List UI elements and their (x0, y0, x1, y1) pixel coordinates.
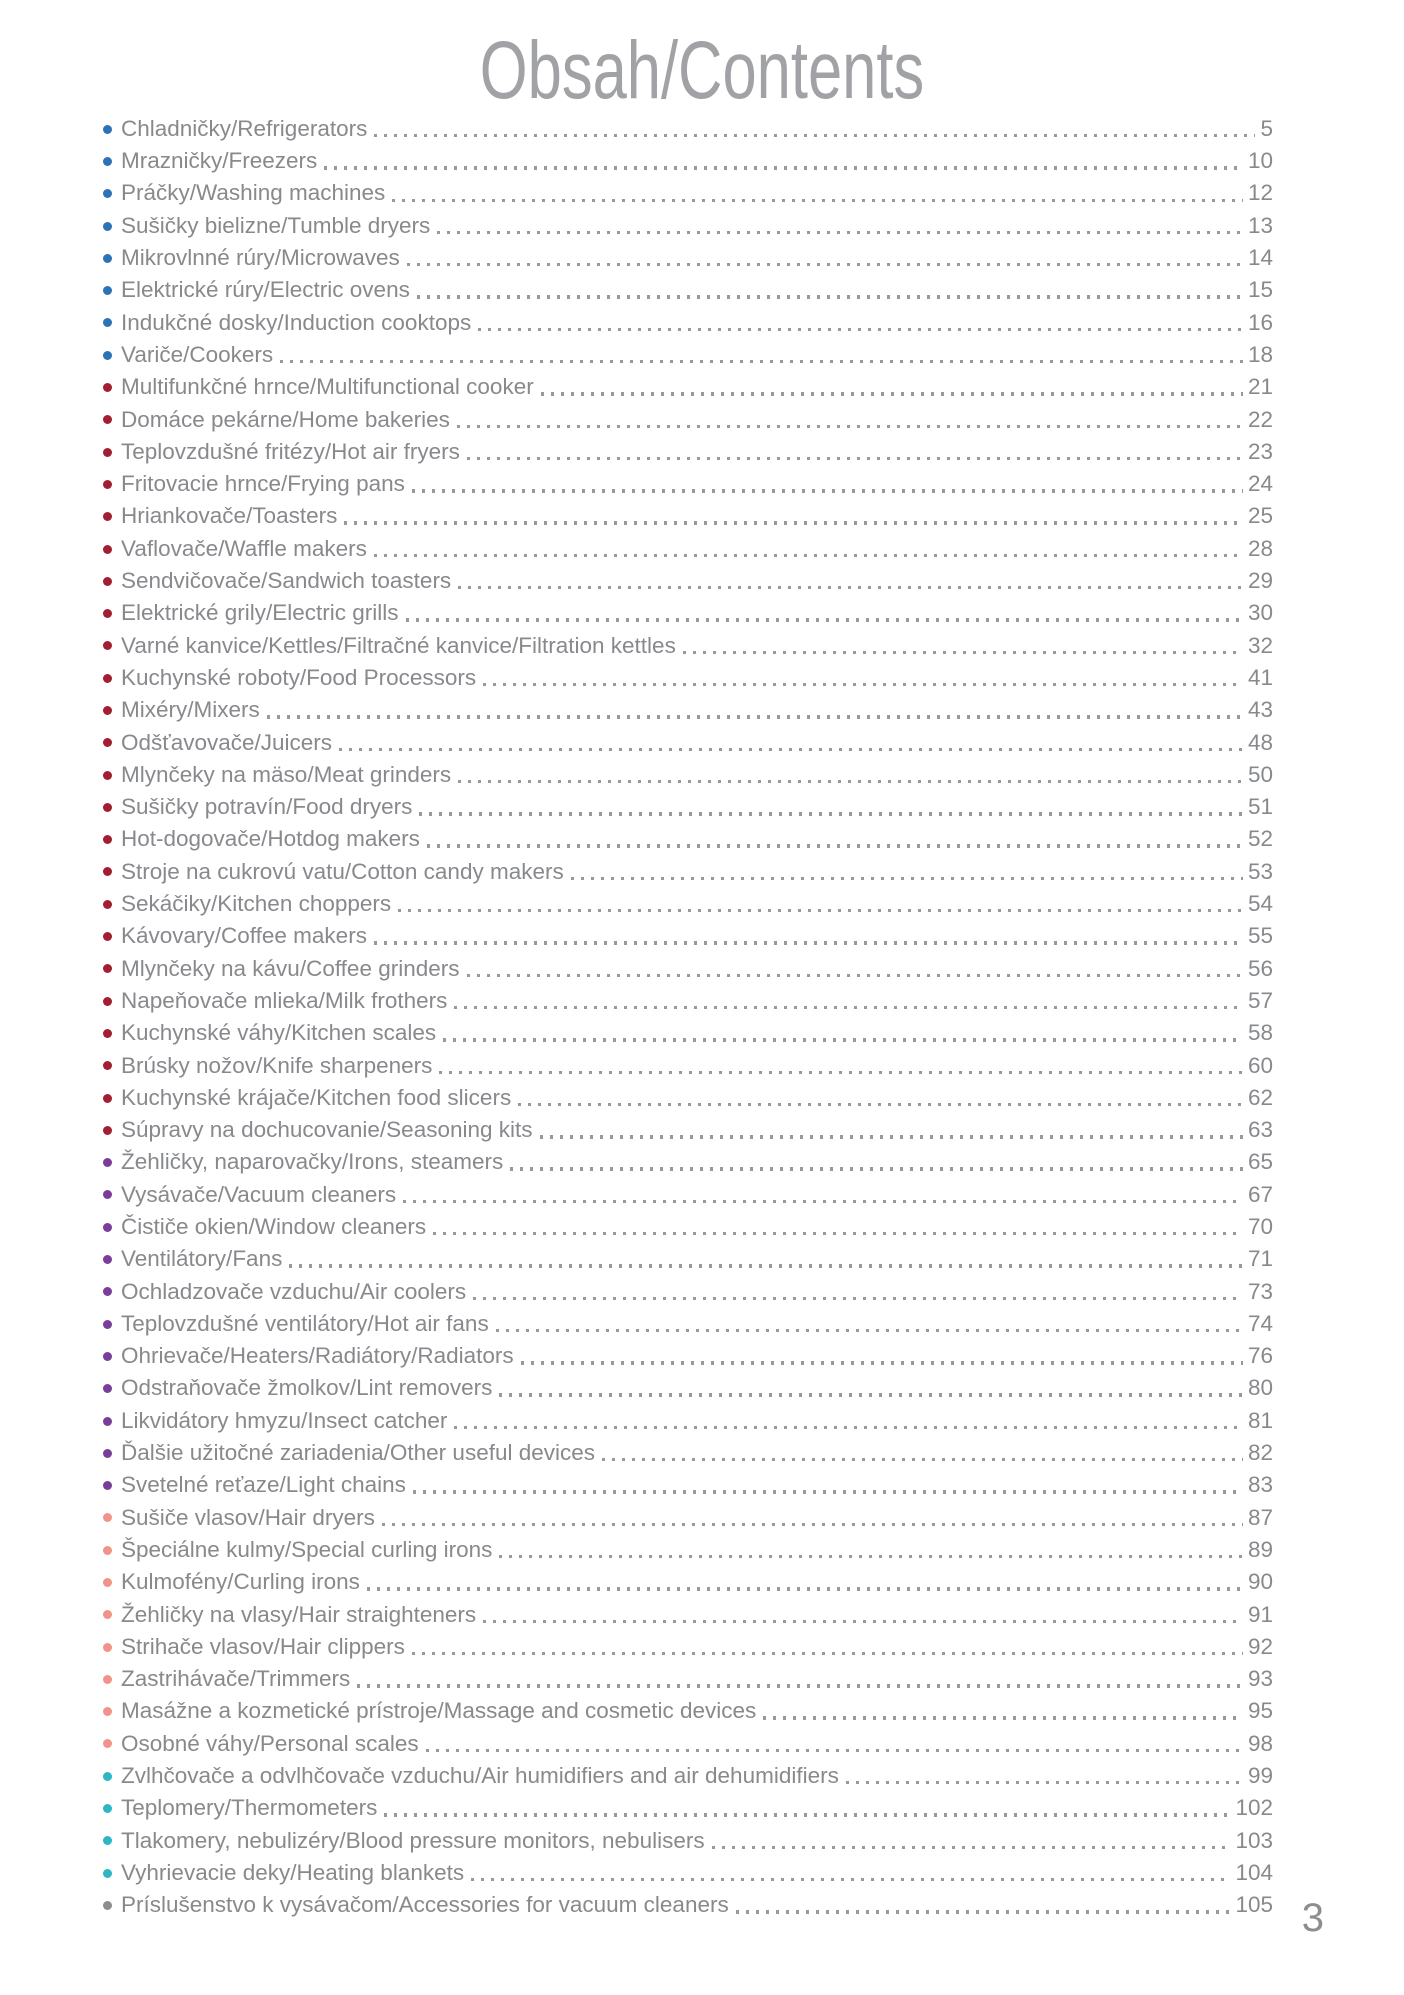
toc-entry-label: Sendvičovače/Sandwich toasters (121, 568, 452, 594)
bullet-icon (103, 1610, 112, 1619)
toc-entry[interactable] (103, 1631, 1273, 1663)
bullet-icon (103, 932, 112, 941)
toc-entry-label: Chladničky/Refrigerators (121, 115, 368, 141)
toc-entry[interactable] (103, 1082, 1273, 1114)
dotted-leader (499, 1393, 1243, 1396)
toc-entry-page: 70 (1247, 1213, 1273, 1239)
bullet-icon (103, 1255, 112, 1264)
toc-entry[interactable] (103, 597, 1273, 629)
toc-entry-label: Žehličky na vlasy/Hair straighteners (121, 1601, 477, 1627)
toc-entry-label: Domáce pekárne/Home bakeries (121, 406, 450, 432)
toc-entry-page: 62 (1247, 1084, 1273, 1110)
toc-entry[interactable] (103, 1308, 1273, 1340)
toc-entry[interactable] (103, 1405, 1273, 1437)
toc-entry-page: 29 (1247, 568, 1273, 594)
bullet-icon (103, 1061, 112, 1070)
toc-entry-label: Práčky/Washing machines (121, 180, 386, 206)
toc-entry-page: 81 (1247, 1407, 1273, 1433)
bullet-icon (103, 545, 112, 554)
dotted-leader (427, 844, 1243, 847)
toc-entry-label: Elektrické rúry/Electric ovens (121, 277, 410, 303)
toc-entry-label: Hot-dogovače/Hotdog makers (121, 826, 420, 852)
toc-entry[interactable] (103, 630, 1273, 662)
toc-entry-page: 23 (1247, 438, 1273, 464)
toc-entry-page: 95 (1247, 1698, 1273, 1724)
toc-entry-page: 83 (1247, 1472, 1273, 1498)
toc-entry-label: Multifunkčné hrnce/Multifunctional cooker (121, 374, 534, 400)
dotted-leader (571, 877, 1243, 880)
toc-entry-page: 32 (1247, 632, 1273, 658)
dotted-leader (467, 974, 1243, 977)
toc-entry[interactable] (103, 1147, 1273, 1179)
dotted-leader (458, 586, 1243, 589)
bullet-icon (103, 415, 112, 424)
toc-entry[interactable] (103, 501, 1273, 533)
toc-entry[interactable] (103, 824, 1273, 856)
bullet-icon (103, 577, 112, 586)
dotted-leader (540, 1135, 1243, 1138)
dotted-leader (280, 360, 1243, 363)
toc-entry-label: Ochladzovače vzduchu/Air coolers (121, 1278, 467, 1304)
bullet-icon (103, 803, 112, 812)
toc-entry[interactable] (103, 1050, 1273, 1082)
toc-entry[interactable] (103, 1437, 1273, 1469)
toc-entry-label: Varné kanvice/Kettles/Filtračné kanvice/Filtration kettles (121, 632, 676, 658)
dotted-leader (763, 1716, 1243, 1719)
toc-entry-label: Ďalšie užitočné zariadenia/Other useful devices (121, 1440, 596, 1466)
dotted-leader (419, 812, 1243, 815)
bullet-icon (103, 997, 112, 1006)
bullet-icon (103, 1449, 112, 1458)
dotted-leader (736, 1910, 1231, 1913)
toc-entry[interactable] (103, 1243, 1273, 1275)
toc-entry-label: Odšťavovače/Juicers (121, 729, 333, 755)
dotted-leader (344, 521, 1243, 524)
toc-entry-page: 92 (1247, 1633, 1273, 1659)
toc-entry-label: Odstraňovače žmolkov/Lint removers (121, 1375, 493, 1401)
toc-entry-page: 65 (1247, 1149, 1273, 1175)
toc-entry-page: 98 (1247, 1730, 1273, 1756)
toc-entry[interactable] (103, 920, 1273, 952)
toc-entry-page: 63 (1247, 1117, 1273, 1143)
toc-entry-label: Mrazničky/Freezers (121, 148, 318, 174)
toc-entry-page: 76 (1247, 1343, 1273, 1369)
bullet-icon (103, 448, 112, 457)
dotted-leader (457, 425, 1243, 428)
toc-entry-page: 24 (1247, 471, 1273, 497)
dotted-leader (521, 1361, 1243, 1364)
toc-entry[interactable] (103, 1857, 1273, 1889)
toc-entry-label: Teplomery/Thermometers (121, 1795, 378, 1821)
bullet-icon (103, 1384, 112, 1393)
toc-entry-page: 10 (1247, 148, 1273, 174)
dotted-leader (392, 199, 1243, 202)
toc-entry[interactable] (103, 1534, 1273, 1566)
toc-entry-label: Ohrievače/Heaters/Radiátory/Radiators (121, 1343, 514, 1369)
toc-entry-page: 21 (1247, 374, 1273, 400)
dotted-leader (473, 1297, 1243, 1300)
dotted-leader (437, 231, 1243, 234)
toc-entry-page: 102 (1235, 1795, 1273, 1821)
bullet-icon (103, 609, 112, 618)
dotted-leader (374, 134, 1255, 137)
bullet-icon (103, 1546, 112, 1555)
bullet-icon (103, 1352, 112, 1361)
toc-entry-label: Zvlhčovače a odvlhčovače vzduchu/Air humidifiers and air dehumidifiers (121, 1763, 839, 1789)
dotted-leader (439, 1071, 1243, 1074)
toc-entry[interactable] (103, 759, 1273, 791)
dotted-leader (374, 941, 1243, 944)
toc-entry-label: Sušiče vlasov/Hair dryers (121, 1504, 375, 1530)
toc-entry[interactable] (103, 953, 1273, 985)
toc-entry[interactable] (103, 210, 1273, 242)
bullet-icon (103, 222, 112, 231)
toc-entry[interactable] (103, 856, 1273, 888)
toc-entry-label: Strihače vlasov/Hair clippers (121, 1633, 405, 1659)
bullet-icon (103, 1481, 112, 1490)
toc-list (103, 113, 1273, 1922)
toc-entry-label: Vyhrievacie deky/Heating blankets (121, 1859, 465, 1885)
toc-entry-label: Špeciálne kulmy/Special curling irons (121, 1536, 493, 1562)
bullet-icon (103, 254, 112, 263)
toc-entry-page: 82 (1247, 1440, 1273, 1466)
toc-entry[interactable] (103, 404, 1273, 436)
toc-entry-label: Elektrické grily/Electric grills (121, 600, 399, 626)
toc-entry-page: 15 (1247, 277, 1273, 303)
toc-entry[interactable] (103, 113, 1273, 145)
dotted-leader (398, 909, 1243, 912)
dotted-leader (413, 1490, 1243, 1493)
bullet-icon (103, 964, 112, 973)
toc-entry-page: 73 (1247, 1278, 1273, 1304)
bullet-icon (103, 1869, 112, 1878)
bullet-icon (103, 1836, 112, 1845)
toc-entry-label: Teplovzdušné ventilátory/Hot air fans (121, 1310, 489, 1336)
bullet-icon (103, 480, 112, 489)
toc-entry[interactable] (103, 662, 1273, 694)
bullet-icon (103, 706, 112, 715)
bullet-icon (103, 1287, 112, 1296)
toc-entry-page: 90 (1247, 1569, 1273, 1595)
toc-entry-label: Súpravy na dochucovanie/Seasoning kits (121, 1117, 533, 1143)
dotted-leader (433, 1232, 1243, 1235)
toc-entry-label: Teplovzdušné fritézy/Hot air fryers (121, 438, 460, 464)
dotted-leader (483, 683, 1243, 686)
toc-entry[interactable] (103, 242, 1273, 274)
dotted-leader (510, 1167, 1243, 1170)
bullet-icon (103, 351, 112, 360)
toc-entry-label: Ventilátory/Fans (121, 1246, 283, 1272)
bullet-icon (103, 125, 112, 134)
toc-entry[interactable] (103, 468, 1273, 500)
dotted-leader (407, 263, 1243, 266)
toc-entry-page: 91 (1247, 1601, 1273, 1627)
toc-entry[interactable] (103, 1340, 1273, 1372)
toc-entry-label: Masážne a kozmetické prístroje/Massage and cosmetic devices (121, 1698, 757, 1724)
toc-entry-page: 18 (1247, 341, 1273, 367)
toc-entry-page: 57 (1247, 987, 1273, 1013)
toc-entry-page: 67 (1247, 1181, 1273, 1207)
bullet-icon (103, 867, 112, 876)
toc-entry[interactable] (103, 1889, 1273, 1921)
toc-entry-page: 25 (1247, 503, 1273, 529)
bullet-icon (103, 1901, 112, 1910)
dotted-leader (357, 1684, 1243, 1687)
toc-entry[interactable] (103, 1792, 1273, 1824)
bullet-icon (103, 674, 112, 683)
toc-entry-label: Sušičky potravín/Food dryers (121, 794, 413, 820)
toc-entry-label: Stroje na cukrovú vatu/Cotton candy makers (121, 858, 564, 884)
bullet-icon (103, 1772, 112, 1781)
dotted-leader (496, 1329, 1243, 1332)
toc-entry-page: 99 (1247, 1763, 1273, 1789)
toc-entry-label: Kuchynské váhy/Kitchen scales (121, 1020, 437, 1046)
toc-entry-label: Mlynčeky na kávu/Coffee grinders (121, 955, 460, 981)
toc-entry[interactable] (103, 178, 1273, 210)
toc-entry[interactable] (103, 1373, 1273, 1405)
toc-entry-label: Variče/Cookers (121, 341, 274, 367)
toc-entry-page: 54 (1247, 891, 1273, 917)
toc-entry[interactable] (103, 694, 1273, 726)
toc-entry[interactable] (103, 436, 1273, 468)
toc-entry[interactable] (103, 1276, 1273, 1308)
bullet-icon (103, 1320, 112, 1329)
toc-entry-label: Osobné váhy/Personal scales (121, 1730, 419, 1756)
dotted-leader (467, 457, 1243, 460)
toc-entry-label: Príslušenstvo k vysávačom/Accessories for vacuum cleaners (121, 1892, 729, 1918)
toc-entry-page: 50 (1247, 761, 1273, 787)
dotted-leader (382, 1523, 1243, 1526)
toc-entry[interactable] (103, 985, 1273, 1017)
toc-entry[interactable] (103, 791, 1273, 823)
toc-entry-page: 103 (1235, 1827, 1273, 1853)
toc-entry-label: Vaflovače/Waffle makers (121, 535, 367, 561)
toc-entry[interactable] (103, 1469, 1273, 1501)
bullet-icon (103, 1190, 112, 1199)
bullet-icon (103, 738, 112, 747)
toc-entry-page: 104 (1235, 1859, 1273, 1885)
toc-entry[interactable] (103, 339, 1273, 371)
toc-entry-label: Sušičky bielizne/Tumble dryers (121, 212, 431, 238)
bullet-icon (103, 835, 112, 844)
toc-entry-page: 43 (1247, 697, 1273, 723)
bullet-icon (103, 1707, 112, 1716)
toc-entry-label: Brúsky nožov/Knife sharpeners (121, 1052, 433, 1078)
dotted-leader (458, 780, 1243, 783)
dotted-leader (602, 1458, 1243, 1461)
dotted-leader (324, 166, 1243, 169)
dotted-leader (683, 651, 1243, 654)
bullet-icon (103, 1417, 112, 1426)
dotted-leader (289, 1264, 1243, 1267)
toc-entry[interactable] (103, 1502, 1273, 1534)
toc-entry[interactable] (103, 1114, 1273, 1146)
toc-entry-label: Zastrihávače/Trimmers (121, 1666, 351, 1692)
dotted-leader (267, 715, 1243, 718)
toc-entry-page: 12 (1247, 180, 1273, 206)
toc-entry[interactable] (103, 274, 1273, 306)
toc-entry-label: Čističe okien/Window cleaners (121, 1213, 427, 1239)
dotted-leader (367, 1587, 1243, 1590)
toc-entry[interactable] (103, 307, 1273, 339)
bullet-icon (103, 318, 112, 327)
toc-entry[interactable] (103, 1179, 1273, 1211)
bullet-icon (103, 900, 112, 909)
toc-entry-page: 53 (1247, 858, 1273, 884)
toc-entry[interactable] (103, 1663, 1273, 1695)
toc-entry-page: 74 (1247, 1310, 1273, 1336)
dotted-leader (426, 1749, 1243, 1752)
bullet-icon (103, 383, 112, 392)
toc-entry-page: 105 (1235, 1892, 1273, 1918)
toc-entry-page: 5 (1260, 115, 1273, 141)
toc-entry-page: 80 (1247, 1375, 1273, 1401)
bullet-icon (103, 1513, 112, 1522)
toc-entry-page: 58 (1247, 1020, 1273, 1046)
bullet-icon (103, 286, 112, 295)
toc-entry-label: Kávovary/Coffee makers (121, 923, 367, 949)
toc-entry-page: 30 (1247, 600, 1273, 626)
toc-entry-label: Napeňovače mlieka/Milk frothers (121, 987, 448, 1013)
toc-entry-label: Mikrovlnné rúry/Microwaves (121, 245, 400, 271)
toc-entry-label: Mlynčeky na mäso/Meat grinders (121, 761, 452, 787)
dotted-leader (518, 1103, 1243, 1106)
toc-entry-page: 13 (1247, 212, 1273, 238)
toc-entry-page: 71 (1247, 1246, 1273, 1272)
dotted-leader (471, 1878, 1230, 1881)
toc-entry-label: Svetelné reťaze/Light chains (121, 1472, 406, 1498)
dotted-leader (412, 1652, 1243, 1655)
toc-entry-label: Kulmofény/Curling irons (121, 1569, 360, 1595)
toc-entry-page: 89 (1247, 1536, 1273, 1562)
toc-entry[interactable] (103, 888, 1273, 920)
dotted-leader (339, 748, 1243, 751)
toc-entry-label: Indukčné dosky/Induction cooktops (121, 309, 472, 335)
toc-entry-label: Fritovacie hrnce/Frying pans (121, 471, 405, 497)
page-number: 3 (1301, 1896, 1324, 1940)
toc-entry[interactable] (103, 1211, 1273, 1243)
toc-entry-page: 14 (1247, 245, 1273, 271)
toc-entry-label: Žehličky, naparovačky/Irons, steamers (121, 1149, 504, 1175)
page-title: Obsah/Contents (479, 25, 925, 116)
dotted-leader (454, 1426, 1243, 1429)
toc-entry-page: 22 (1247, 406, 1273, 432)
toc-entry[interactable] (103, 1599, 1273, 1631)
toc-entry-page: 56 (1247, 955, 1273, 981)
toc-entry-page: 87 (1247, 1504, 1273, 1530)
toc-entry-label: Vysávače/Vacuum cleaners (121, 1181, 397, 1207)
toc-entry-page: 55 (1247, 923, 1273, 949)
toc-entry[interactable] (103, 1760, 1273, 1792)
dotted-leader (541, 392, 1243, 395)
toc-entry[interactable] (103, 1017, 1273, 1049)
toc-entry[interactable] (103, 371, 1273, 403)
bullet-icon (103, 1158, 112, 1167)
toc-entry-page: 60 (1247, 1052, 1273, 1078)
dotted-leader (846, 1781, 1243, 1784)
bullet-icon (103, 1126, 112, 1135)
toc-entry-page: 48 (1247, 729, 1273, 755)
dotted-leader (403, 1200, 1243, 1203)
dotted-leader (384, 1813, 1230, 1816)
bullet-icon (103, 1578, 112, 1587)
toc-entry-page: 28 (1247, 535, 1273, 561)
dotted-leader (412, 489, 1243, 492)
dotted-leader (483, 1620, 1243, 1623)
dotted-leader (499, 1555, 1243, 1558)
toc-entry-label: Hriankovače/Toasters (121, 503, 338, 529)
toc-entry-page: 52 (1247, 826, 1273, 852)
toc-entry-page: 93 (1247, 1666, 1273, 1692)
dotted-leader (374, 554, 1243, 557)
bullet-icon (103, 771, 112, 780)
toc-entry-page: 16 (1247, 309, 1273, 335)
bullet-icon (103, 189, 112, 198)
toc-entry-label: Kuchynské krájače/Kitchen food slicers (121, 1084, 512, 1110)
dotted-leader (478, 328, 1243, 331)
toc-entry[interactable] (103, 727, 1273, 759)
bullet-icon (103, 512, 112, 521)
toc-entry[interactable] (103, 1825, 1273, 1857)
bullet-icon (103, 1675, 112, 1684)
bullet-icon (103, 1029, 112, 1038)
bullet-icon (103, 157, 112, 166)
bullet-icon (103, 1804, 112, 1813)
bullet-icon (103, 1223, 112, 1232)
dotted-leader (443, 1038, 1243, 1041)
dotted-leader (417, 295, 1243, 298)
toc-entry-page: 51 (1247, 794, 1273, 820)
bullet-icon (103, 641, 112, 650)
toc-entry[interactable] (103, 1696, 1273, 1728)
toc-entry-label: Mixéry/Mixers (121, 697, 260, 723)
bullet-icon (103, 1739, 112, 1748)
toc-entry-label: Tlakomery, nebulizéry/Blood pressure monitors, nebulisers (121, 1827, 705, 1853)
toc-entry[interactable] (103, 533, 1273, 565)
dotted-leader (454, 1006, 1243, 1009)
bullet-icon (103, 1094, 112, 1103)
toc-entry[interactable] (103, 565, 1273, 597)
dotted-leader (712, 1846, 1231, 1849)
toc-entry[interactable] (103, 1566, 1273, 1598)
toc-entry-label: Kuchynské roboty/Food Processors (121, 664, 477, 690)
toc-entry[interactable] (103, 145, 1273, 177)
toc-entry-page: 41 (1247, 664, 1273, 690)
toc-entry-label: Likvidátory hmyzu/Insect catcher (121, 1407, 448, 1433)
bullet-icon (103, 1643, 112, 1652)
toc-entry-label: Sekáčiky/Kitchen choppers (121, 891, 392, 917)
toc-entry[interactable] (103, 1728, 1273, 1760)
dotted-leader (406, 618, 1243, 621)
